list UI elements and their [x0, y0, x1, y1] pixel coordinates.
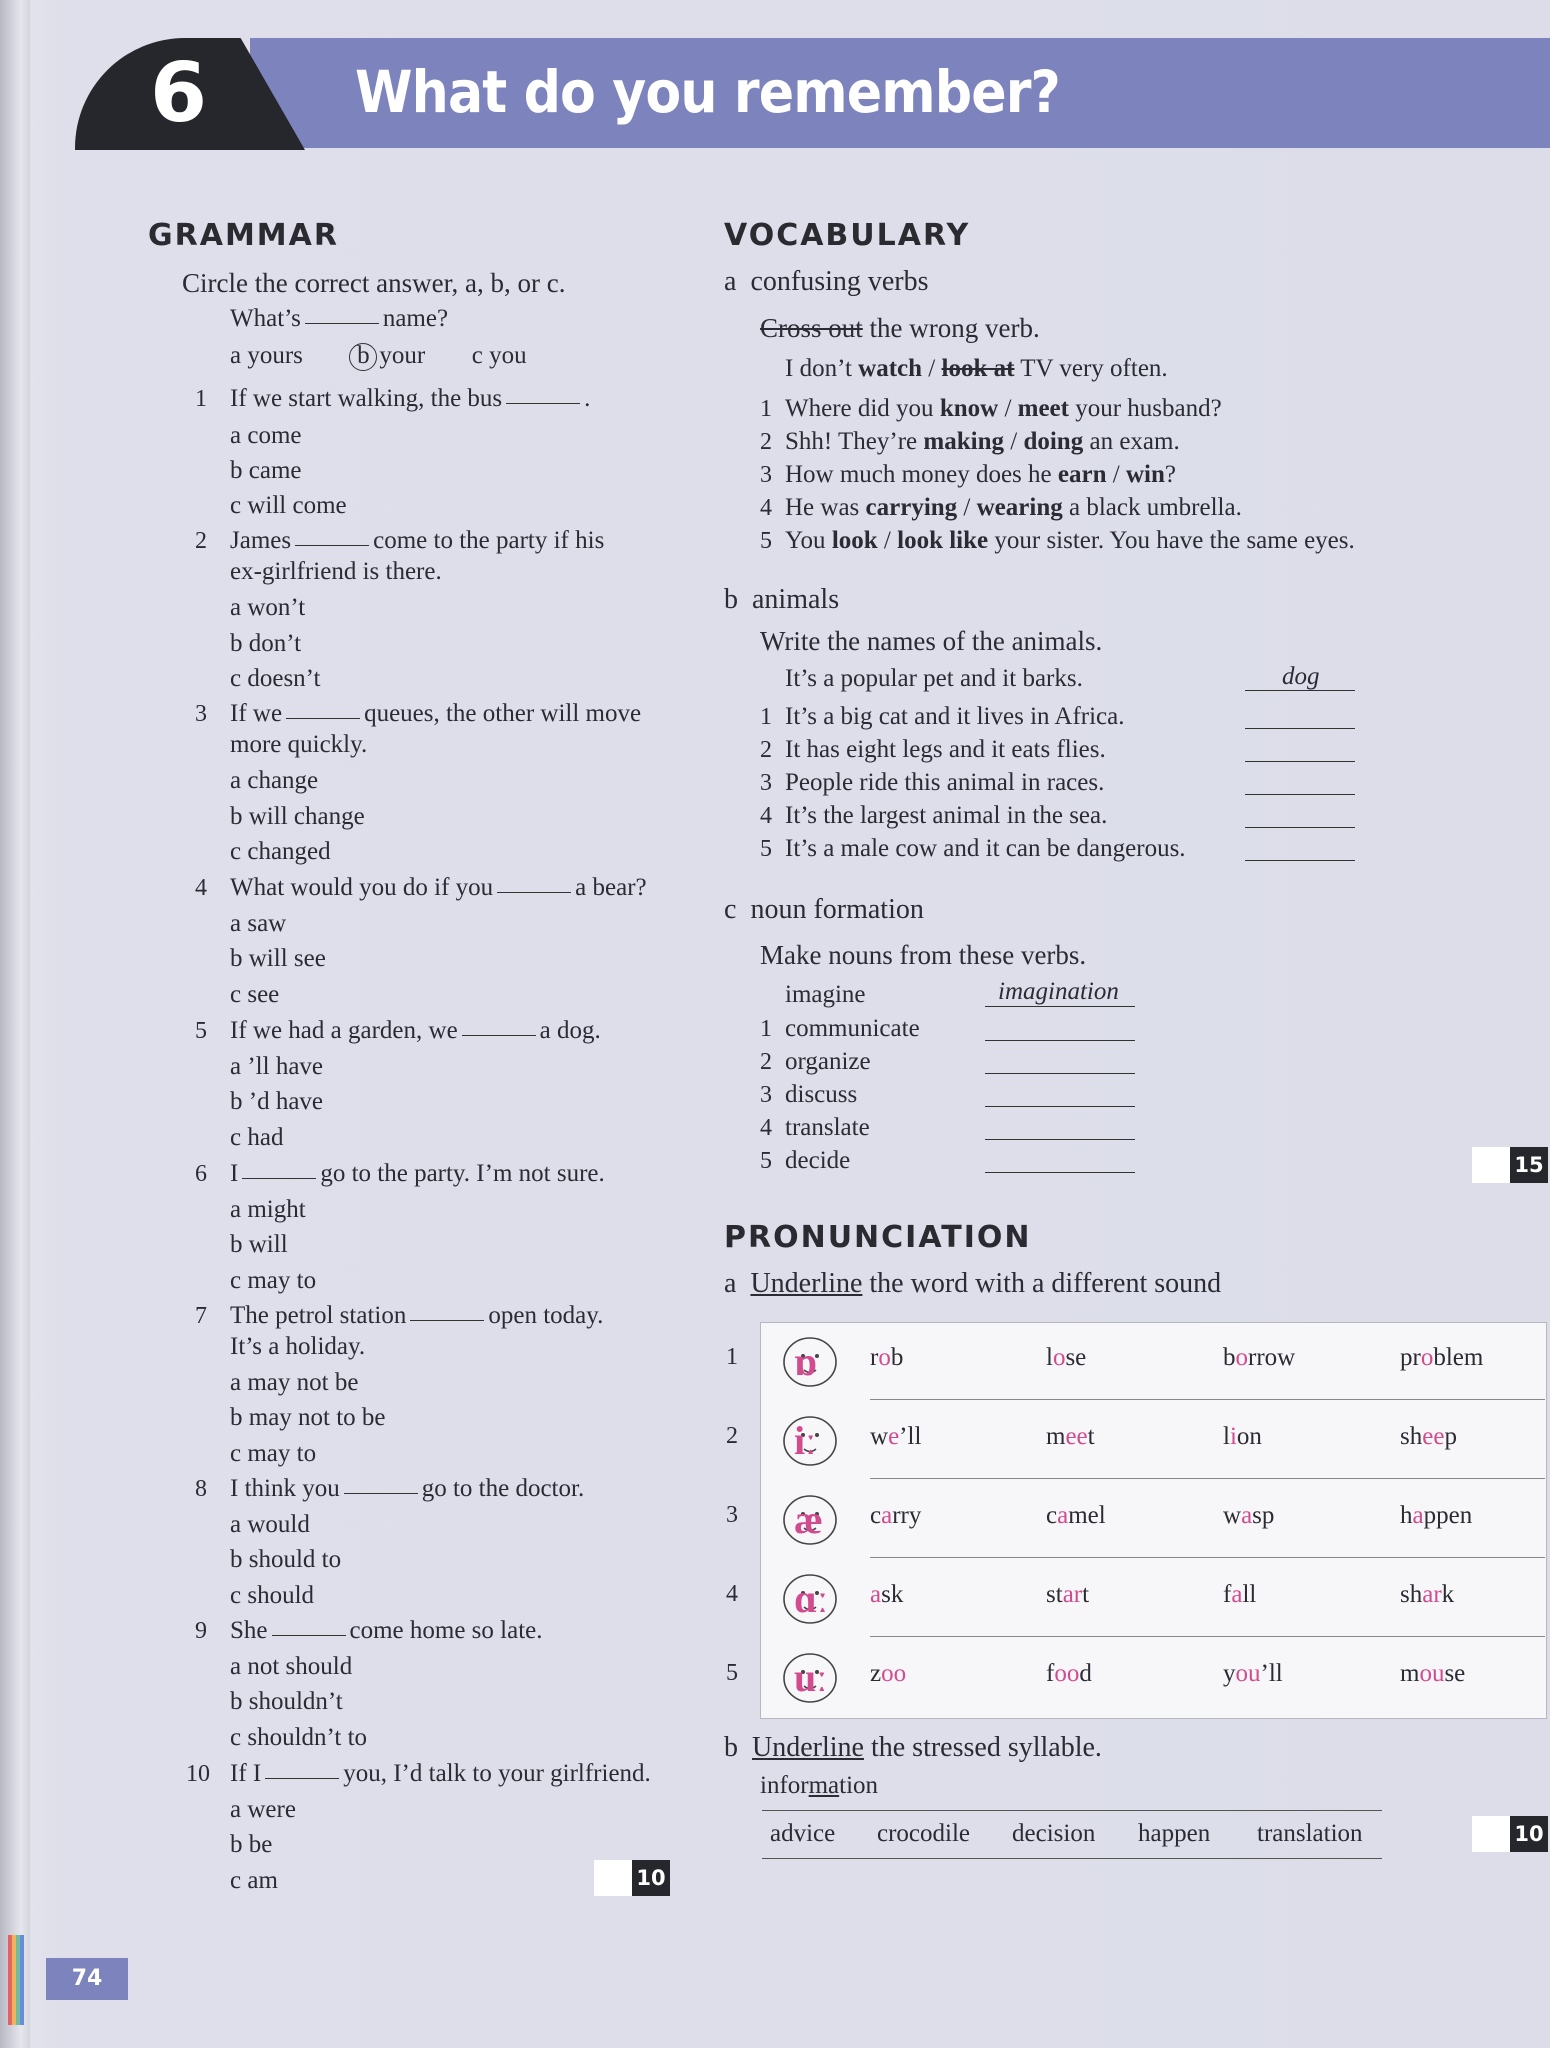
- item-number: 5: [760, 836, 772, 862]
- question-text: If I you, I’d talk to your girlfriend.: [230, 1760, 651, 1787]
- verb-choice[interactable]: win: [1125, 461, 1165, 488]
- option[interactable]: b came: [230, 457, 302, 484]
- vocab-b-item: It’s a male cow and it can be dangerous.: [785, 835, 1186, 862]
- example-answer: imagination: [998, 978, 1119, 1005]
- pron-word[interactable]: shark: [1400, 1581, 1455, 1608]
- pron-word[interactable]: mouse: [1400, 1660, 1466, 1687]
- row-number: 4: [726, 1581, 738, 1607]
- score-input-box[interactable]: [1472, 1816, 1510, 1852]
- pron-word[interactable]: you’ll: [1223, 1660, 1283, 1687]
- verb-choice[interactable]: earn: [1057, 461, 1107, 488]
- vocab-a-instruction: Cross out the wrong verb.: [760, 313, 1040, 343]
- row-number: 5: [726, 1660, 738, 1686]
- verb-choice[interactable]: look: [831, 527, 878, 554]
- option[interactable]: a saw: [230, 910, 287, 937]
- pron-a-instruction: a Underline the word with a different sound: [724, 1268, 1222, 1299]
- option[interactable]: b will: [230, 1231, 288, 1258]
- pronunciation-row: [760, 1401, 1545, 1479]
- answer-line[interactable]: [985, 1139, 1135, 1140]
- vocab-a-item: You look / look like your sister. You have the same eyes.: [785, 527, 1355, 554]
- pron-b-example: information: [760, 1772, 879, 1799]
- question-number: 1: [195, 386, 207, 412]
- pron-word[interactable]: meet: [1046, 1423, 1095, 1450]
- pron-b-instruction: b Underline the stressed syllable.: [724, 1732, 1102, 1763]
- vocab-a-example: I don’t watch / look at TV very often.: [785, 355, 1168, 382]
- option[interactable]: b ’d have: [230, 1088, 324, 1115]
- score-total: 10: [1510, 1816, 1548, 1852]
- grammar-example-options: [230, 342, 527, 371]
- vocab-b-title: b animals: [724, 584, 840, 615]
- verb-choice[interactable]: making: [923, 428, 1004, 455]
- question-text: If we had a garden, we a dog.: [230, 1017, 601, 1044]
- row-number: 2: [726, 1423, 738, 1449]
- option[interactable]: a would: [230, 1511, 310, 1538]
- phonetic-symbol: æ: [794, 1497, 823, 1542]
- vocabulary-heading: VOCABULARY: [724, 218, 971, 253]
- item-number: 2: [760, 1049, 772, 1075]
- item-number: 1: [760, 704, 772, 730]
- pronunciation-row: [760, 1559, 1545, 1637]
- vocab-b-item: People ride this animal in races.: [785, 769, 1105, 796]
- question-number: 6: [195, 1161, 207, 1187]
- pron-word[interactable]: fall: [1223, 1581, 1257, 1608]
- pronunciation-score-box: [1472, 1816, 1548, 1852]
- question-text: I go to the party. I’m not sure.: [230, 1160, 605, 1187]
- book-spine: [0, 0, 30, 2048]
- phonetic-symbol-icon: [770, 1407, 860, 1473]
- vocab-c-verb: decide: [785, 1147, 851, 1174]
- grammar-example: [230, 305, 448, 334]
- divider: [762, 1858, 1382, 1859]
- option[interactable]: c had: [230, 1124, 284, 1151]
- question-number: 2: [195, 528, 207, 554]
- option[interactable]: b be: [230, 1831, 273, 1858]
- item-number: 3: [760, 770, 772, 796]
- stress-word[interactable]: happen: [1138, 1820, 1211, 1847]
- divider: [762, 1810, 1382, 1811]
- item-number: 4: [760, 1115, 772, 1141]
- vocab-b-item: It has eight legs and it eats flies.: [785, 736, 1106, 763]
- question-text: She come home so late.: [230, 1617, 543, 1644]
- item-number: 3: [760, 1082, 772, 1108]
- answer-line[interactable]: [1245, 728, 1355, 729]
- phonetic-symbol-icon: [770, 1486, 860, 1552]
- option-b: your: [379, 342, 426, 369]
- pron-word[interactable]: camel: [1046, 1502, 1106, 1529]
- item-number: 4: [760, 803, 772, 829]
- item-number: 2: [760, 737, 772, 763]
- question-number: 3: [195, 701, 207, 727]
- question-number: 8: [195, 1476, 207, 1502]
- option[interactable]: c shouldn’t to: [230, 1724, 368, 1751]
- pron-word[interactable]: happen: [1400, 1502, 1473, 1529]
- phonetic-symbol: ɒ: [794, 1339, 817, 1384]
- phonetic-symbol: uː: [794, 1655, 828, 1700]
- verb-choice[interactable]: carrying: [865, 494, 958, 521]
- item-number: 5: [760, 1148, 772, 1174]
- question-number: 4: [195, 875, 207, 901]
- score-input-box[interactable]: [1472, 1147, 1510, 1183]
- option[interactable]: c doesn’t: [230, 665, 321, 692]
- option[interactable]: b should to: [230, 1546, 342, 1573]
- answer-line[interactable]: [1245, 827, 1355, 828]
- option[interactable]: b shouldn’t: [230, 1688, 343, 1715]
- option[interactable]: a come: [230, 422, 302, 449]
- vocab-c-verb: organize: [785, 1048, 871, 1075]
- phonetic-symbol: iː: [794, 1418, 817, 1463]
- row-divider: [870, 1636, 1545, 1637]
- pronunciation-heading: PRONUNCIATION: [724, 1220, 1032, 1255]
- option[interactable]: c will come: [230, 492, 347, 519]
- option[interactable]: b will change: [230, 803, 365, 830]
- grammar-score-box: [594, 1860, 670, 1896]
- pron-word[interactable]: carry: [870, 1502, 922, 1529]
- score-total: 10: [632, 1860, 670, 1896]
- vocab-c-verb: discuss: [785, 1081, 858, 1108]
- pron-word[interactable]: lion: [1223, 1423, 1262, 1450]
- option-c: c you: [471, 342, 527, 369]
- vocab-b-item: It’s a big cat and it lives in Africa.: [785, 703, 1125, 730]
- question-text: I think you go to the doctor.: [230, 1475, 585, 1502]
- question-text: ex-girlfriend is there.: [230, 558, 442, 585]
- option[interactable]: a were: [230, 1796, 296, 1823]
- vocab-a-item: Shh! They’re making / doing an exam.: [785, 428, 1180, 455]
- option[interactable]: c am: [230, 1867, 278, 1894]
- row-divider: [870, 1478, 1545, 1479]
- pron-word[interactable]: sheep: [1400, 1423, 1457, 1450]
- answer-line[interactable]: [1245, 794, 1355, 795]
- vocab-a-title: a confusing verbs: [724, 266, 929, 297]
- item-number: 1: [760, 396, 772, 422]
- verb-choice[interactable]: look like: [897, 527, 989, 554]
- item-number: 3: [760, 462, 772, 488]
- option[interactable]: a might: [230, 1196, 306, 1223]
- item-number: 2: [760, 429, 772, 455]
- vocab-c-instruction: Make nouns from these verbs.: [760, 940, 1087, 970]
- option-a: a yours: [230, 342, 303, 369]
- row-number: 1: [726, 1344, 738, 1370]
- pron-word[interactable]: rob: [870, 1344, 904, 1371]
- answer-line[interactable]: [985, 1106, 1135, 1107]
- pron-word[interactable]: we’ll: [870, 1423, 922, 1450]
- pron-word[interactable]: lose: [1046, 1344, 1087, 1371]
- pron-word[interactable]: food: [1046, 1660, 1092, 1687]
- vocab-c-title: c noun formation: [724, 894, 924, 925]
- vocab-a-item: How much money does he earn / win?: [785, 461, 1176, 488]
- question-text: What would you do if you a bear?: [230, 874, 647, 901]
- item-number: 4: [760, 495, 772, 521]
- answer-line[interactable]: [1245, 761, 1355, 762]
- option[interactable]: c may to: [230, 1267, 317, 1294]
- page-edge-color-strip: [8, 1935, 24, 2025]
- vocab-a-item: Where did you know / meet your husband?: [785, 395, 1222, 422]
- vocab-b-instruction: Write the names of the animals.: [760, 626, 1103, 656]
- question-text: If we start walking, the bus .: [230, 385, 591, 412]
- example-answer: dog: [1282, 663, 1320, 690]
- example-text: name?: [382, 305, 449, 332]
- pron-word[interactable]: ask: [870, 1581, 904, 1608]
- row-divider: [870, 1557, 1545, 1558]
- vocab-c-example-verb: imagine: [785, 981, 866, 1008]
- answer-line[interactable]: [985, 1073, 1135, 1074]
- pron-word[interactable]: borrow: [1223, 1344, 1296, 1371]
- answer-line[interactable]: [985, 1040, 1135, 1041]
- pronunciation-row: [760, 1480, 1545, 1558]
- option[interactable]: a change: [230, 767, 319, 794]
- option[interactable]: c may to: [230, 1440, 317, 1467]
- pron-word[interactable]: zoo: [870, 1660, 907, 1687]
- pron-word[interactable]: start: [1046, 1581, 1090, 1608]
- verb-choice[interactable]: doing: [1023, 428, 1084, 455]
- question-number: 10: [186, 1761, 210, 1787]
- vocab-b-example: It’s a popular pet and it barks.: [785, 665, 1083, 692]
- unit-number: 6: [150, 46, 208, 141]
- page-number: 74: [46, 1958, 128, 2000]
- question-number: 7: [195, 1303, 207, 1329]
- vocab-c-verb: translate: [785, 1114, 870, 1141]
- answer-line[interactable]: [985, 1172, 1135, 1173]
- option[interactable]: a may not be: [230, 1369, 359, 1396]
- stress-word[interactable]: translation: [1257, 1820, 1363, 1847]
- score-input-box[interactable]: [594, 1860, 632, 1896]
- vocab-c-verb: communicate: [785, 1015, 920, 1042]
- option[interactable]: c should: [230, 1582, 315, 1609]
- phonetic-symbol-icon: [770, 1644, 860, 1710]
- option[interactable]: c changed: [230, 838, 331, 865]
- option[interactable]: b don’t: [230, 630, 302, 657]
- page-title: What do you remember?: [355, 58, 1060, 126]
- example-text: What’s: [230, 305, 301, 332]
- stress-word[interactable]: decision: [1012, 1820, 1096, 1847]
- question-text: The petrol station open today.: [230, 1302, 604, 1329]
- verb-choice[interactable]: know: [939, 395, 999, 422]
- pronunciation-row: [760, 1638, 1545, 1716]
- vocab-b-item: It’s the largest animal in the sea.: [785, 802, 1108, 829]
- option[interactable]: a won’t: [230, 594, 306, 621]
- grammar-instruction: Circle the correct answer, a, b, or c.: [182, 268, 566, 298]
- option[interactable]: a not should: [230, 1653, 353, 1680]
- option[interactable]: b may not to be: [230, 1404, 386, 1431]
- answer-line[interactable]: [1245, 860, 1355, 861]
- item-number: 1: [760, 1016, 772, 1042]
- stress-word[interactable]: crocodile: [877, 1820, 971, 1847]
- phonetic-symbol-icon: [770, 1565, 860, 1631]
- option[interactable]: c see: [230, 981, 280, 1008]
- row-divider: [870, 1399, 1545, 1400]
- question-text: more quickly.: [230, 731, 368, 758]
- question-number: 9: [195, 1618, 207, 1644]
- pron-word[interactable]: wasp: [1223, 1502, 1275, 1529]
- question-text: James come to the party if his: [230, 527, 605, 554]
- question-number: 5: [195, 1018, 207, 1044]
- phonetic-symbol: ɑː: [794, 1576, 829, 1621]
- question-text: If we queues, the other will move: [230, 700, 642, 727]
- pronunciation-row: [760, 1322, 1545, 1400]
- score-total: 15: [1510, 1147, 1548, 1183]
- item-number: 5: [760, 528, 772, 554]
- verb-choice[interactable]: meet: [1017, 395, 1069, 422]
- grammar-heading: GRAMMAR: [148, 218, 339, 253]
- circled-answer: b: [349, 343, 377, 371]
- option[interactable]: b will see: [230, 945, 326, 972]
- vocab-a-item: He was carrying / wearing a black umbrella.: [785, 494, 1242, 521]
- option[interactable]: a ’ll have: [230, 1053, 324, 1080]
- verb-choice[interactable]: wearing: [976, 494, 1063, 521]
- phonetic-symbol-icon: [770, 1328, 860, 1394]
- stress-word[interactable]: advice: [770, 1820, 836, 1847]
- pron-word[interactable]: problem: [1400, 1344, 1484, 1371]
- question-text: It’s a holiday.: [230, 1333, 366, 1360]
- row-number: 3: [726, 1502, 738, 1528]
- vocabulary-score-box: [1472, 1147, 1548, 1183]
